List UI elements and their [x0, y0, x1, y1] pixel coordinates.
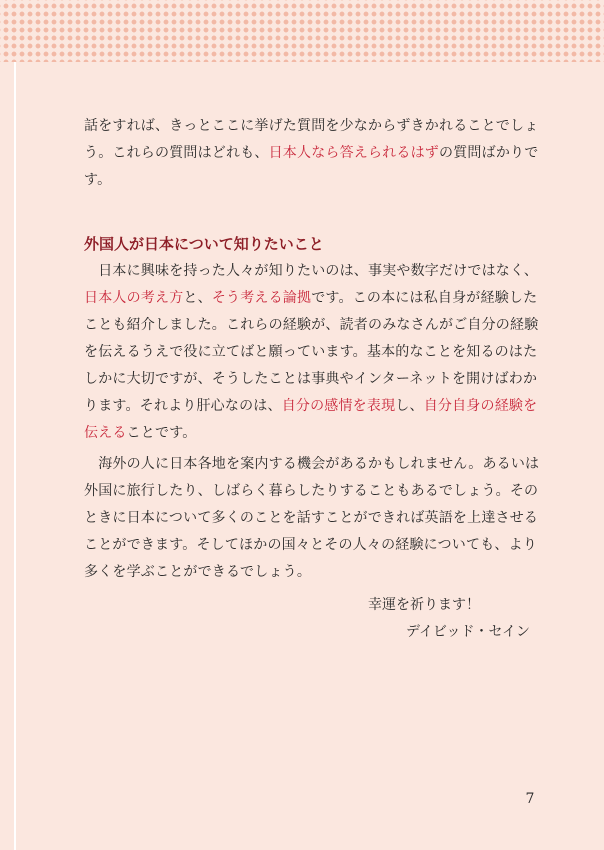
section-heading: 外国人が日本について知りたいこと	[84, 235, 324, 253]
p1-seg-8: ことです。	[126, 425, 197, 441]
closing-wish: 幸運を祈ります！	[368, 597, 480, 613]
p1-seg-1: 日本人の考え方	[84, 290, 184, 306]
p1-seg-2: と、	[183, 290, 212, 306]
intro-paragraph	[84, 113, 544, 194]
section-paragraph-1	[84, 258, 544, 447]
p1-seg-0: 日本に興味を持った人々が知りたいのは、事実や数字だけではなく、	[84, 263, 539, 279]
intro-line-2a: う。これらの質問はどれも、	[84, 145, 269, 161]
closing-block	[360, 592, 540, 646]
p1-seg-4: です。この本には私自身が経験したことも紹介しました。これらの経験が、読者のみなさんがご自分の経験を伝えるうえで役に立てばと願っています。基本的なことを知るのはたしかに大切ですが、そうしたことは事典やインターネットを開けばわかります。それより肝心なのは、	[84, 290, 539, 414]
margin-line	[14, 62, 16, 850]
intro-highlight: 日本人なら答えられるはず	[268, 145, 440, 161]
page-number: 7	[525, 791, 535, 807]
intro-line-1: 話をすれば、きっとここに挙げた質問を少なからずきかれることでしょ	[84, 118, 539, 134]
p1-seg-6: し、	[395, 398, 424, 414]
dotted-header-pattern	[0, 0, 604, 62]
p1-seg-5: 自分の感情を表現	[281, 398, 396, 414]
p1-seg-7: 自分自身の経験を伝える	[84, 398, 538, 441]
intro-line-2b: の質問ばかりです。	[84, 145, 539, 188]
section-paragraph-2: 海外の人に日本各地を案内する機会があるかもしれません。あるいは外国に旅行したり、しばらく暮らしたりすることもあるでしょう。そのときに日本について多くのことを話すことができれば英語を上達させることができます。そしてほかの国々とその人々の経験についても、より多くを学ぶことができるでしょう。	[84, 456, 540, 580]
closing-author: デイビッド・セイン	[406, 624, 531, 640]
p1-seg-3: そう考える論拠	[211, 290, 312, 306]
